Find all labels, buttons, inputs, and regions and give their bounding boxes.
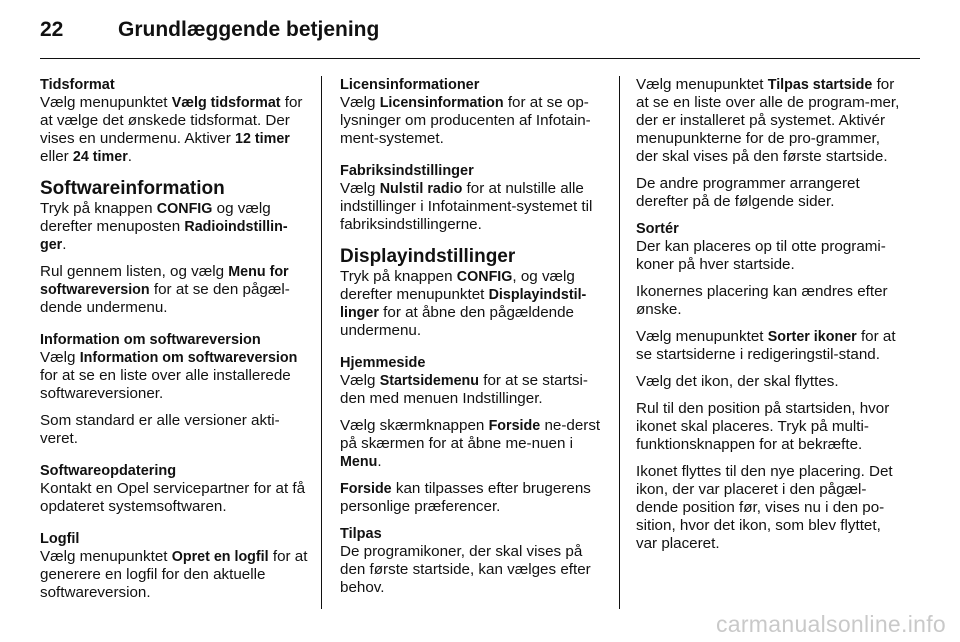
paragraph-infoversion-1: Vælg Information om softwareversion for at se en liste over alle installerede softwareversioner.	[40, 349, 298, 402]
heading-tilpas: Tilpas	[340, 526, 382, 542]
paragraph-hjem-1: Vælg Startsidemenu for at se startsi-den med menuen Indstillinger.	[340, 372, 588, 407]
paragraph-tilpas: De programikoner, der skal vises på den første startside, kan vælges efter behov.	[340, 543, 591, 596]
paragraph-softwareinfo-1: Tryk på knappen CONFIG og vælg derefter menuposten Radioindstillin-ger.	[40, 200, 288, 253]
paragraph-tidsformat: Vælg menupunktet Vælg tidsformat for at vælge det ønskede tidsformat. Der vises en undermenu. Aktiver 12 timer eller 24 timer.	[40, 94, 303, 165]
watermark-text: carmanualsonline.info	[715, 611, 946, 637]
paragraph-hjem-3: Forside kan tilpasses efter brugerens personlige præferencer.	[340, 480, 591, 515]
paragraph-sorter-6: Ikonet flyttes til den nye placering. Det ikon, der var placeret i den pågæl-dende position før, vises nu i den po-sition, hvor det ikon, som blev flyttet, var placeret.	[636, 463, 893, 552]
paragraph-tilpas-startside: Vælg menupunktet Tilpas startside for at se en liste over alle de program-mer, der er installeret på systemet. Aktivér menupunkterne for de pro-grammer, der skal vises på den første startside.	[636, 76, 900, 165]
paragraph-sorter-4: Vælg det ikon, der skal flyttes.	[636, 373, 839, 390]
paragraph-sorter-5: Rul til den position på startsiden, hvor ikonet skal placeres. Tryk på multi-funktionsknappen for at bekræfte.	[636, 400, 890, 453]
heading-softwareopdatering: Softwareopdatering	[40, 463, 177, 479]
page-title: Grundlæggende betjening	[118, 18, 380, 41]
heading-hjemmeside: Hjemmeside	[340, 355, 426, 371]
paragraph-andre-programmer: De andre programmer arrangeret derefter på de følgende sider.	[636, 175, 860, 210]
paragraph-hjem-2: Vælg skærmknappen Forside ne-derst på skærmen for at åbne me-nuen i Menu.	[340, 417, 601, 470]
paragraph-fabrik: Vælg Nulstil radio for at nulstille alle indstillinger i Infotainment-systemet til fabriksindstillingerne.	[340, 180, 593, 233]
heading-sorter: Sortér	[636, 221, 679, 237]
heading-logfil: Logfil	[40, 531, 80, 547]
page-number: 22	[40, 18, 64, 41]
heading-softwareinformation: Softwareinformation	[40, 178, 225, 199]
paragraph-display: Tryk på knappen CONFIG, og vælg derefter menupunktet Displayindstil-linger for at åbne den pågældende undermenu.	[340, 268, 587, 339]
column-1	[40, 76, 310, 602]
column-2	[340, 76, 610, 597]
paragraph-infoversion-2: Som standard er alle versioner akti-veret.	[40, 412, 280, 447]
paragraph-softwareinfo-2: Rul gennem listen, og vælg Menu for softwareversion for at se den pågæl-dende undermenu.	[40, 263, 290, 316]
heading-licensinformationer: Licensinformationer	[340, 77, 480, 93]
heading-tidsformat: Tidsformat	[40, 77, 115, 93]
column-3	[636, 76, 906, 553]
paragraph-sorter-2: Ikonernes placering kan ændres efter ønske.	[636, 283, 888, 318]
paragraph-logfil: Vælg menupunktet Opret en logfil for at generere en logfil for den aktuelle softwareversion.	[40, 548, 308, 601]
heading-fabriksindstillinger: Fabriksindstillinger	[340, 163, 474, 179]
paragraph-licens: Vælg Licensinformation for at se op-lysninger om producenten af Infotain-ment-systemet.	[340, 94, 591, 147]
column-divider-2	[619, 76, 620, 609]
column-divider-1	[321, 76, 322, 609]
heading-displayindstillinger: Displayindstillinger	[340, 246, 516, 267]
header-rule	[40, 58, 920, 59]
paragraph-sorter-3: Vælg menupunktet Sorter ikoner for at se startsiderne i redigeringstil-stand.	[636, 328, 896, 363]
paragraph-opdatering: Kontakt en Opel servicepartner for at få opdateret systemsoftwaren.	[40, 480, 306, 515]
paragraph-sorter-1: Der kan placeres op til otte programi-koner på hver startside.	[636, 238, 886, 273]
heading-information-om-softwareversion: Information om softwareversion	[40, 332, 261, 348]
page-header	[40, 18, 379, 48]
